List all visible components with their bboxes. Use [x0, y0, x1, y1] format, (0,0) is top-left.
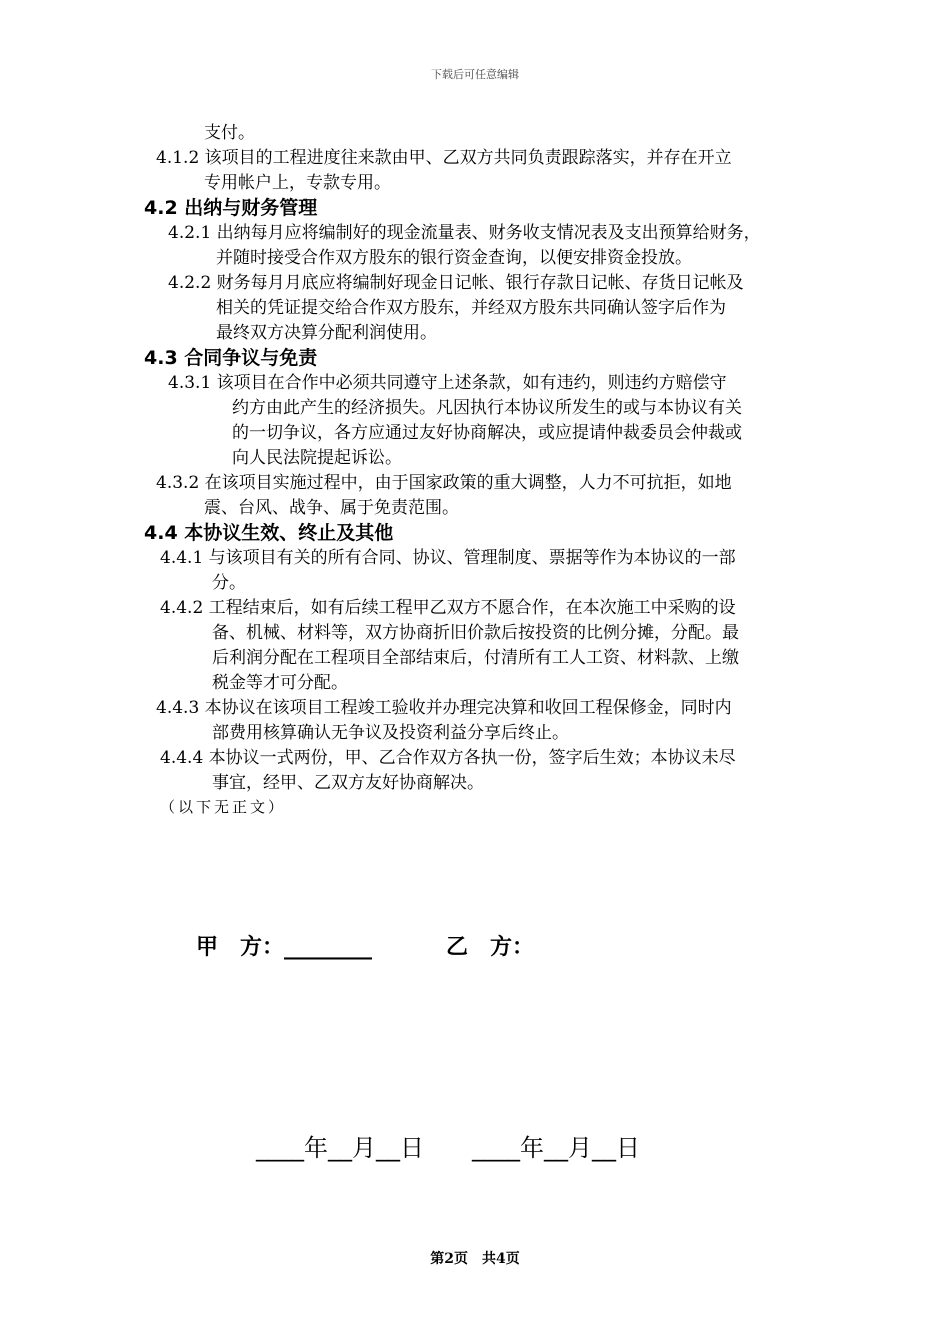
- body-line: 4.2.2 财务每月月底应将编制好现金日记帐、银行存款日记帐、存货日记帐及: [168, 273, 744, 293]
- body-line: 部费用核算确认无争议及投资利益分享后终止。: [212, 723, 569, 743]
- body-line: 约方由此产生的经济损失。凡因执行本协议所发生的或与本协议有关: [232, 398, 742, 418]
- party-a-signature: 甲 方：________: [196, 935, 373, 960]
- body-line: 最终双方决算分配利润使用。: [216, 323, 437, 343]
- body-line: 4.2.1 出纳每月应将编制好的现金流量表、财务收支情况表及支出预算给财务，: [168, 223, 761, 243]
- no-more-text-note: （以下无正文）: [160, 798, 287, 816]
- body-line: 并随时接受合作双方股东的银行资金查询，以便安排资金投放。: [216, 248, 692, 268]
- body-line: 相关的凭证提交给合作双方股东，并经双方股东共同确认签字后作为: [216, 298, 726, 318]
- body-line: 分。: [212, 573, 246, 593]
- party-a-date: ____年__月__日: [256, 1134, 424, 1162]
- section-heading: 4.2 出纳与财务管理: [144, 197, 318, 219]
- body-line: 4.4.4 本协议一式两份，甲、乙合作双方各执一份，签字后生效；本协议未尽: [160, 748, 736, 768]
- party-b-date: ____年__月__日: [472, 1134, 640, 1162]
- body-line: 事宜，经甲、乙双方友好协商解决。: [212, 773, 484, 793]
- page-header: 下载后可任意编辑: [431, 68, 519, 81]
- body-line: 的一切争议，各方应通过友好协商解决，或应提请仲裁委员会仲裁或: [232, 423, 742, 443]
- body-line: 4.1.2 该项目的工程进度往来款由甲、乙双方共同负责跟踪落实，并存在开立: [156, 148, 732, 168]
- body-line: 震、台风、战争、属于免责范围。: [204, 498, 459, 518]
- body-line: 向人民法院提起诉讼。: [232, 448, 402, 468]
- body-line: 后利润分配在工程项目全部结束后，付清所有工人工资、材料款、上缴: [212, 648, 739, 668]
- section-heading: 4.4 本协议生效、终止及其他: [144, 522, 394, 544]
- body-line: 支付。: [204, 123, 255, 143]
- body-line: 4.4.2 工程结束后，如有后续工程甲乙双方不愿合作，在本次施工中采购的设: [160, 598, 736, 618]
- body-line: 4.4.3 本协议在该项目工程竣工验收并办理完决算和收回工程保修金，同时内: [156, 698, 732, 718]
- body-line: 税金等才可分配。: [212, 673, 348, 693]
- body-line: 备、机械、材料等，双方协商折旧价款后按投资的比例分摊，分配。最: [212, 623, 739, 643]
- party-b-signature: 乙 方：: [446, 935, 535, 960]
- section-heading: 4.3 合同争议与免责: [144, 347, 318, 369]
- body-line: 4.4.1 与该项目有关的所有合同、协议、管理制度、票据等作为本协议的一部: [160, 548, 736, 568]
- page-footer: 第2页 共4页: [430, 1251, 520, 1267]
- body-line: 4.3.1 该项目在合作中必须共同遵守上述条款，如有违约，则违约方赔偿守: [168, 373, 727, 393]
- body-line: 4.3.2 在该项目实施过程中，由于国家政策的重大调整，人力不可抗拒，如地: [156, 473, 732, 493]
- body-line: 专用帐户上，专款专用。: [204, 173, 391, 193]
